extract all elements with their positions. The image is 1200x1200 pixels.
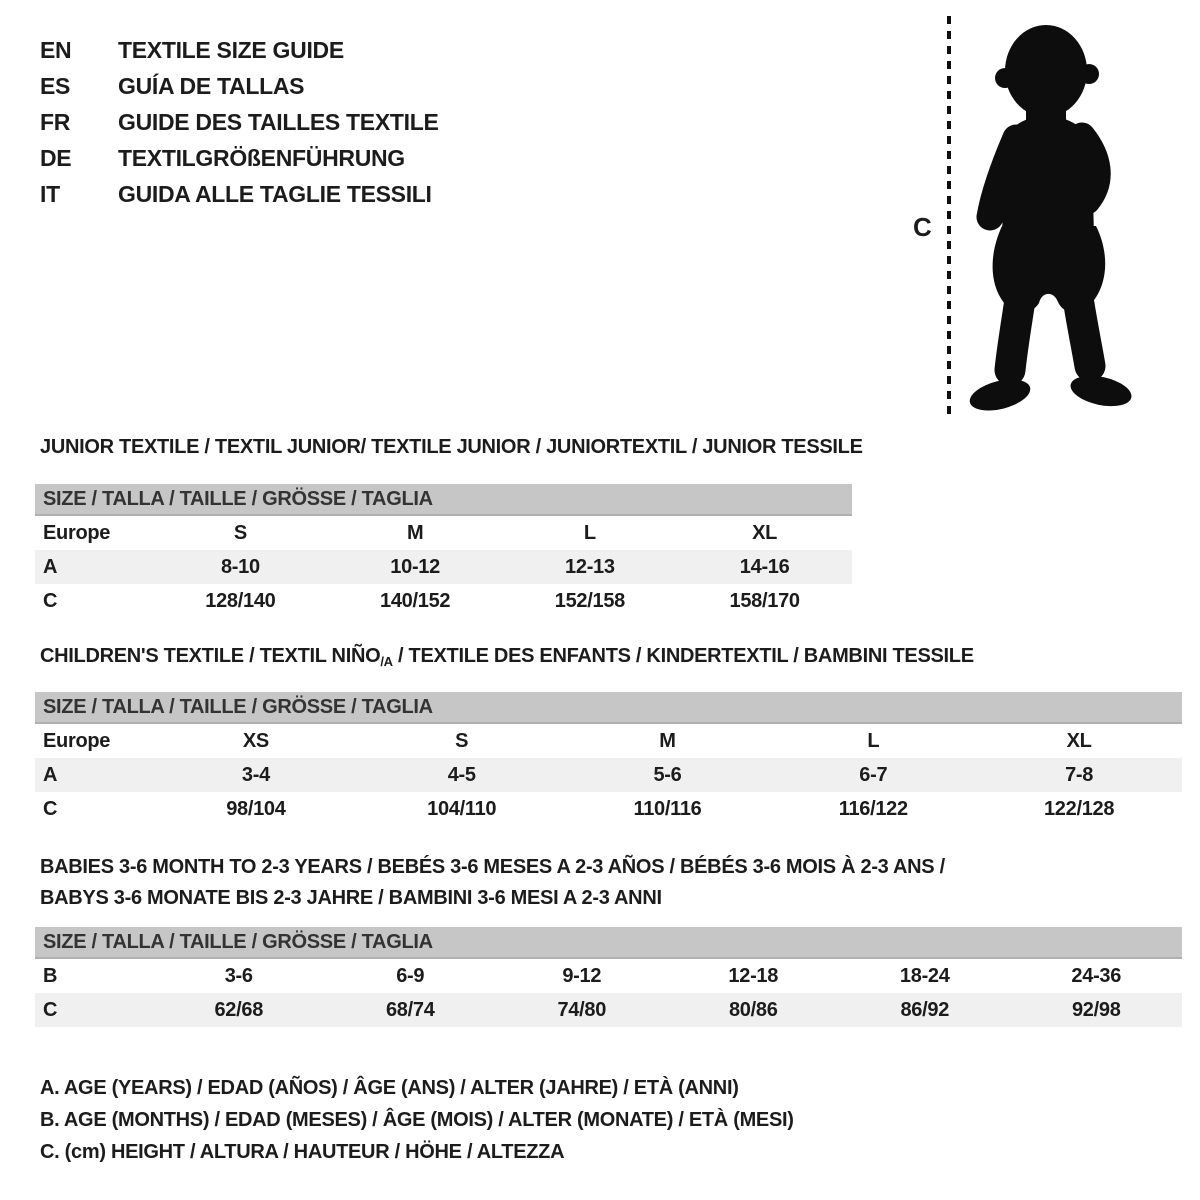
height-cell: 152/158 — [554, 590, 625, 612]
language-code: FR — [40, 109, 71, 135]
children-title-sub: /A — [380, 654, 393, 669]
age-cell: 10-12 — [390, 556, 440, 578]
row-label: A — [43, 556, 58, 578]
table-row — [35, 724, 1182, 758]
size-header-bar: SIZE / TALLA / TAILLE / GRÖSSE / TAGLIA — [35, 927, 1182, 959]
language-row — [40, 32, 439, 68]
height-cell: 86/92 — [900, 999, 950, 1021]
row-label: B — [43, 965, 58, 987]
size-cell: XL — [752, 522, 778, 544]
size-cell: M — [406, 522, 424, 544]
table-row — [35, 550, 852, 584]
size-cell: XS — [242, 730, 269, 752]
language-row — [40, 104, 439, 140]
size-cell: L — [583, 522, 596, 544]
age-cell: 24-36 — [1071, 965, 1122, 987]
language-title: GUIDE DES TAILLES TEXTILE — [118, 109, 439, 135]
row-label: C — [43, 999, 58, 1021]
language-title: TEXTILGRÖßENFÜHRUNG — [118, 145, 405, 171]
table-row — [35, 758, 1182, 792]
size-cell: S — [233, 522, 247, 544]
height-cell: 98/104 — [226, 798, 286, 820]
age-cell: 9-12 — [562, 965, 602, 987]
row-label: Europe — [43, 730, 111, 752]
language-row — [40, 68, 439, 104]
row-label: C — [43, 590, 58, 612]
height-dashed-line — [947, 16, 951, 418]
toddler-silhouette — [958, 14, 1148, 420]
children-title-main: CHILDREN'S TEXTILE / TEXTIL NIÑO — [40, 645, 381, 667]
height-cell: 128/140 — [205, 590, 276, 612]
size-header-bar: SIZE / TALLA / TAILLE / GRÖSSE / TAGLIA — [35, 692, 1182, 724]
height-cell: 62/68 — [214, 999, 264, 1021]
age-cell: 8-10 — [220, 556, 260, 578]
height-measure-label: C — [913, 212, 932, 242]
age-cell: 6-7 — [859, 764, 888, 786]
language-row — [40, 176, 439, 212]
row-label: C — [43, 798, 58, 820]
size-cell: XL — [1066, 730, 1092, 752]
age-cell: 12-13 — [565, 556, 615, 578]
age-cell: 14-16 — [739, 556, 790, 578]
language-code: DE — [40, 145, 72, 171]
table-row — [35, 792, 1182, 826]
language-title: GUÍA DE TALLAS — [118, 73, 305, 99]
row-label: Europe — [43, 522, 111, 544]
language-code: EN — [40, 37, 72, 63]
size-cell: L — [867, 730, 880, 752]
babies-section-title — [40, 852, 945, 914]
age-cell: 18-24 — [899, 965, 950, 987]
height-cell: 158/170 — [729, 590, 800, 612]
legend-line-a: A. AGE (YEARS) / EDAD (AÑOS) / ÂGE (ANS) / ALTER (JAHRE) / ETÀ (ANNI) — [40, 1077, 739, 1099]
legend-line-b: B. AGE (MONTHS) / EDAD (MESES) / ÂGE (MOIS) / ALTER (MONATE) / ETÀ (MESI) — [40, 1109, 794, 1131]
language-code: ES — [40, 73, 71, 99]
measure-legend — [40, 1072, 794, 1168]
size-cell: M — [659, 730, 676, 752]
age-cell: 3-4 — [241, 764, 270, 786]
height-cell: 110/116 — [633, 798, 702, 820]
table-row — [35, 584, 852, 618]
age-cell: 6-9 — [396, 965, 425, 987]
size-header-bar: SIZE / TALLA / TAILLE / GRÖSSE / TAGLIA — [35, 484, 852, 516]
children-section-title — [40, 645, 974, 669]
row-label: A — [43, 764, 58, 786]
height-cell: 68/74 — [385, 999, 435, 1021]
height-cell: 140/152 — [380, 590, 451, 612]
height-cell: 116/122 — [838, 798, 908, 820]
language-title-list — [40, 32, 439, 212]
children-size-table — [35, 692, 1182, 826]
height-cell: 104/110 — [427, 798, 497, 820]
junior-size-table — [35, 484, 852, 618]
height-cell: 92/98 — [1071, 999, 1121, 1021]
table-row — [35, 516, 852, 550]
age-cell: 3-6 — [224, 965, 253, 987]
junior-section-title: JUNIOR TEXTILE / TEXTIL JUNIOR/ TEXTILE JUNIOR / JUNIORTEXTIL / JUNIOR TESSILE — [40, 436, 863, 458]
table-row — [35, 959, 1182, 993]
age-cell: 12-18 — [728, 965, 779, 987]
language-row — [40, 140, 439, 176]
language-title: TEXTILE SIZE GUIDE — [118, 37, 344, 63]
height-cell: 80/86 — [728, 999, 778, 1021]
babies-title-line2: BABYS 3-6 MONATE BIS 2-3 JAHRE / BAMBINI 3-6 MESI A 2-3 ANNI — [40, 887, 662, 909]
age-cell: 7-8 — [1065, 764, 1094, 786]
height-cell: 74/80 — [557, 999, 607, 1021]
table-row — [35, 993, 1182, 1027]
height-cell: 122/128 — [1043, 798, 1115, 820]
babies-size-table — [35, 927, 1182, 1027]
age-cell: 4-5 — [447, 764, 476, 786]
legend-line-c: C. (cm) HEIGHT / ALTURA / HAUTEUR / HÖHE / ALTEZZA — [40, 1141, 565, 1163]
size-cell: S — [455, 730, 469, 752]
babies-title-line1: BABIES 3-6 MONTH TO 2-3 YEARS / BEBÉS 3-6 MESES A 2-3 AÑOS / BÉBÉS 3-6 MOIS À 2-3 ANS / — [40, 856, 945, 878]
age-cell: 5-6 — [653, 764, 682, 786]
language-title: GUIDA ALLE TAGLIE TESSILI — [118, 181, 432, 207]
language-code: IT — [40, 181, 60, 207]
children-title-rest: / TEXTILE DES ENFANTS / KINDERTEXTIL / BAMBINI TESSILE — [392, 645, 974, 667]
